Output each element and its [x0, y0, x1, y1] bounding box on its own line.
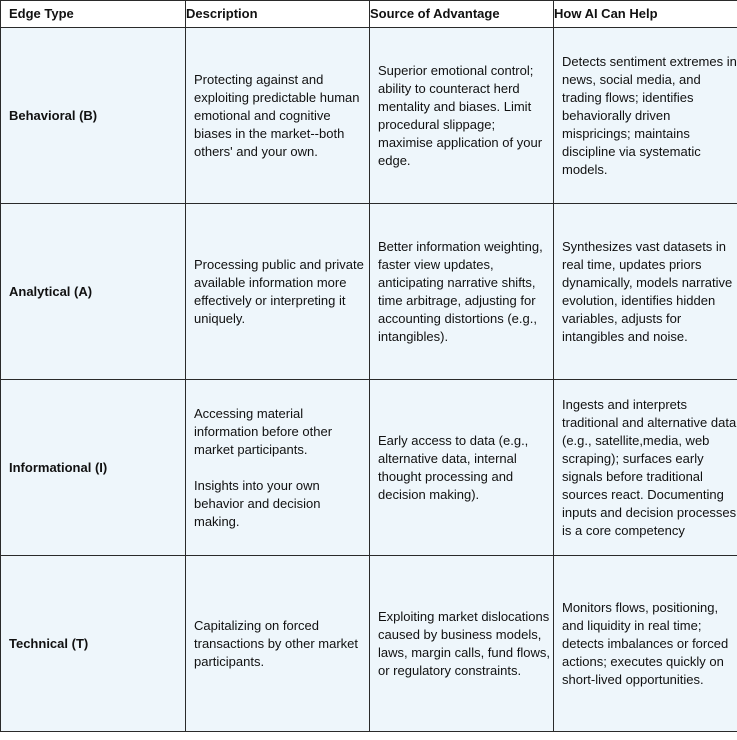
edge-type-cell: Behavioral (B) — [1, 28, 186, 204]
description-cell: Capitalizing on forced transactions by other market participants. — [186, 556, 370, 732]
table-row-analytical — [1, 204, 737, 380]
ai-help-cell: Detects sentiment extremes in news, social media, and trading flows; identifies behaviorally driven mispricings; maintains discipline via systematic models. — [554, 28, 737, 204]
table-row-behavioral — [1, 28, 737, 204]
description-cell — [186, 380, 370, 556]
description-paragraph: Insights into your own behavior and decision making. — [194, 477, 321, 529]
source-cell: Better information weighting, faster view updates, anticipating narrative shifts, time arbitrage, adjusting for accounting distortions (e.g., intangibles). — [370, 204, 554, 380]
source-cell: Exploiting market dislocations caused by business models, laws, margin calls, fund flows, or regulatory constraints. — [370, 556, 554, 732]
description-cell: Processing public and private available information more effectively or interpreting it uniquely. — [186, 204, 370, 380]
header-source-of-advantage: Source of Advantage — [370, 1, 554, 28]
ai-help-cell: Synthesizes vast datasets in real time, updates priors dynamically, models narrative evolution, identifies hidden variables, adjusts for intangibles and noise. — [554, 204, 737, 380]
source-cell: Superior emotional control; ability to counteract herd mentality and biases. Limit procedural slippage; maximise application of your edge. — [370, 28, 554, 204]
header-how-ai-can-help: How AI Can Help — [554, 1, 737, 28]
edge-type-cell: Technical (T) — [1, 556, 186, 732]
header-description: Description — [186, 1, 370, 28]
ai-help-cell: Monitors flows, positioning, and liquidity in real time; detects imbalances or forced actions; executes quickly on short-lived opportunities. — [554, 556, 737, 732]
table-row-technical — [1, 556, 737, 732]
description-paragraph: Accessing material information before other market participants. — [194, 405, 333, 457]
header-row — [1, 1, 737, 28]
edge-type-cell: Analytical (A) — [1, 204, 186, 380]
description-cell: Protecting against and exploiting predictable human emotional and cognitive biases in the market--both others' and your own. — [186, 28, 370, 204]
table-row-informational — [1, 380, 737, 556]
edge-type-cell: Informational (I) — [1, 380, 186, 556]
header-edge-type: Edge Type — [1, 1, 186, 28]
source-cell: Early access to data (e.g., alternative data, internal thought processing and decision making). — [370, 380, 554, 556]
ai-help-cell: Ingests and interprets traditional and alternative data (e.g., satellite,media, web scraping); surfaces early signals before traditional sources react. Documenting inputs and decision processes is a core competency — [554, 380, 737, 556]
